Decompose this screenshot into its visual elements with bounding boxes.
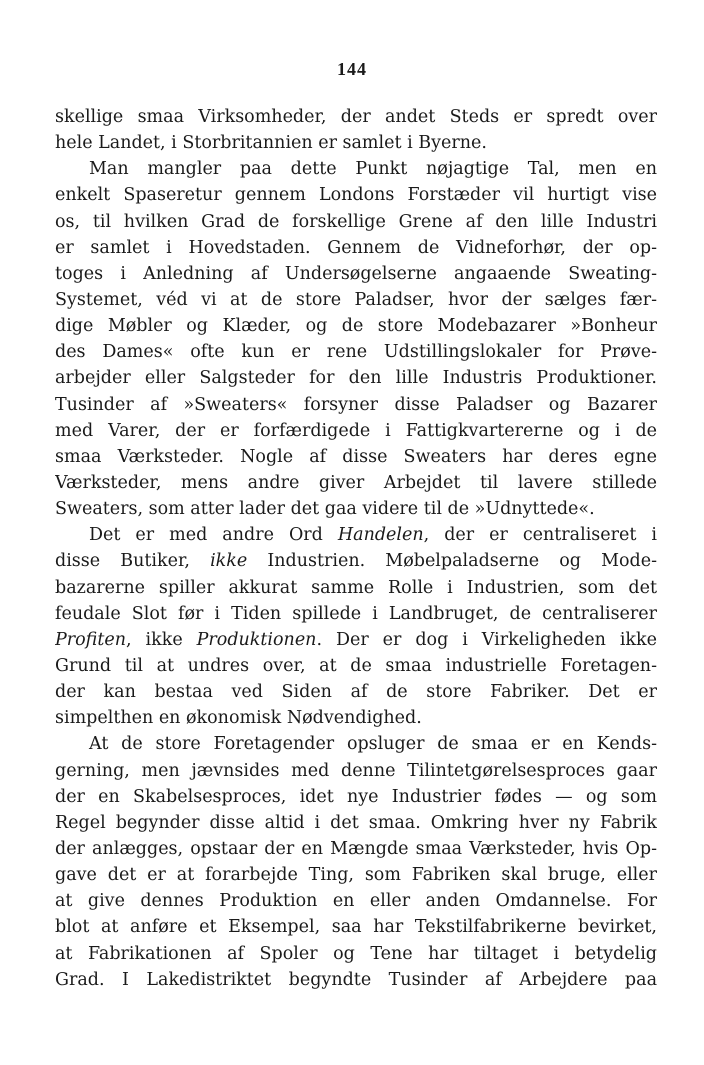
text-line: simpelthen en økonomisk Nødvendighed. bbox=[55, 708, 422, 729]
text-line: feudale Slot før i Tiden spillede i Landbruget, de centraliserer bbox=[55, 603, 657, 624]
emphasized-text: Produktionen bbox=[196, 629, 317, 650]
text-segment: Industrien. Møbelpaladserne og Mode- bbox=[247, 551, 657, 572]
body-text bbox=[55, 104, 657, 993]
text-line: at Fabrikationen af Spoler og Tene har tiltaget i betydelig bbox=[55, 943, 657, 964]
text-line: des Dames« ofte kun er rene Udstillingslokaler for Prøve- bbox=[55, 342, 657, 363]
text-line: Systemet, véd vi at de store Paladser, hvor der sælges fær- bbox=[55, 289, 657, 310]
text-line bbox=[55, 548, 657, 574]
text-line: Værksteder, mens andre giver Arbejdet til lavere stillede bbox=[55, 472, 657, 493]
text-line: Grad. I Lakedistriktet begyndte Tusinder af Arbejdere paa bbox=[55, 969, 657, 990]
text-line: at give dennes Produktion en eller anden Omdannelse. For bbox=[55, 891, 657, 912]
text-segment: , der er centraliseret i bbox=[423, 525, 657, 546]
text-segment: Det er med andre Ord bbox=[89, 525, 338, 546]
text-line: Grund til at undres over, at de smaa industrielle Foretagen- bbox=[55, 655, 657, 676]
text-line: dige Møbler og Klæder, og de store Modebazarer »Bonheur bbox=[55, 316, 657, 337]
text-line: der kan bestaa ved Siden af de store Fabriker. Det er bbox=[55, 682, 657, 703]
text-line: med Varer, der er forfærdigede i Fattigkvartererne og i de bbox=[55, 420, 657, 441]
text-line: der en Skabelsesproces, idet nye Industrier fødes — og som bbox=[55, 786, 657, 807]
page-number: 144 bbox=[337, 59, 367, 79]
text-line: gave det er at forarbejde Ting, som Fabriken skal bruge, eller bbox=[55, 865, 657, 886]
text-line: gerning, men jævnsides med denne Tilintetgørelsesproces gaar bbox=[55, 760, 657, 781]
emphasized-text: Profiten bbox=[55, 629, 127, 650]
text-line: os, til hvilken Grad de forskellige Grene af den lille Industri bbox=[55, 211, 657, 232]
text-line: smaa Værksteder. Nogle af disse Sweaters har deres egne bbox=[55, 446, 657, 467]
text-line: Regel begynder disse altid i det smaa. Omkring hver ny Fabrik bbox=[55, 812, 657, 833]
text-line: Man mangler paa dette Punkt nøjagtige Tal, men en bbox=[89, 159, 657, 180]
text-line bbox=[55, 627, 657, 653]
text-segment: disse Butiker, bbox=[55, 551, 211, 572]
text-line: hele Landet, i Storbritannien er samlet i Byerne. bbox=[55, 133, 487, 154]
text-line: der anlægges, opstaar der en Mængde smaa Værksteder, hvis Op- bbox=[55, 838, 657, 859]
text-line: At de store Foretagender opsluger de smaa er en Kends- bbox=[89, 734, 657, 755]
text-line: er samlet i Hovedstaden. Gennem de Vidneforhør, der op- bbox=[55, 237, 657, 258]
emphasized-text: ikke bbox=[210, 551, 248, 572]
text-line bbox=[55, 522, 657, 548]
text-segment: . Der er dog i Virkeligheden ikke bbox=[316, 629, 657, 650]
text-line: toges i Anledning af Undersøgelserne angaaende Sweating- bbox=[55, 263, 657, 284]
text-line: enkelt Spaseretur gennem Londons Forstæder vil hurtigt vise bbox=[55, 185, 657, 206]
text-line: Sweaters, som atter lader det gaa videre til de »Udnyttede«. bbox=[55, 499, 595, 520]
text-line: skellige smaa Virksomheder, der andet Steds er spredt over bbox=[55, 107, 657, 127]
text-line: blot at anføre et Eksempel, saa har Tekstilfabrikerne bevirket, bbox=[55, 917, 657, 938]
text-line: bazarerne spiller akkurat samme Rolle i Industrien, som det bbox=[55, 577, 657, 598]
emphasized-text: Handelen bbox=[337, 525, 424, 546]
text-segment: , ikke bbox=[126, 629, 197, 650]
text-line: Tusinder af »Sweaters« forsyner disse Paladser og Bazarer bbox=[55, 394, 657, 415]
text-line: arbejder eller Salgsteder for den lille Industris Produktioner. bbox=[55, 368, 657, 389]
